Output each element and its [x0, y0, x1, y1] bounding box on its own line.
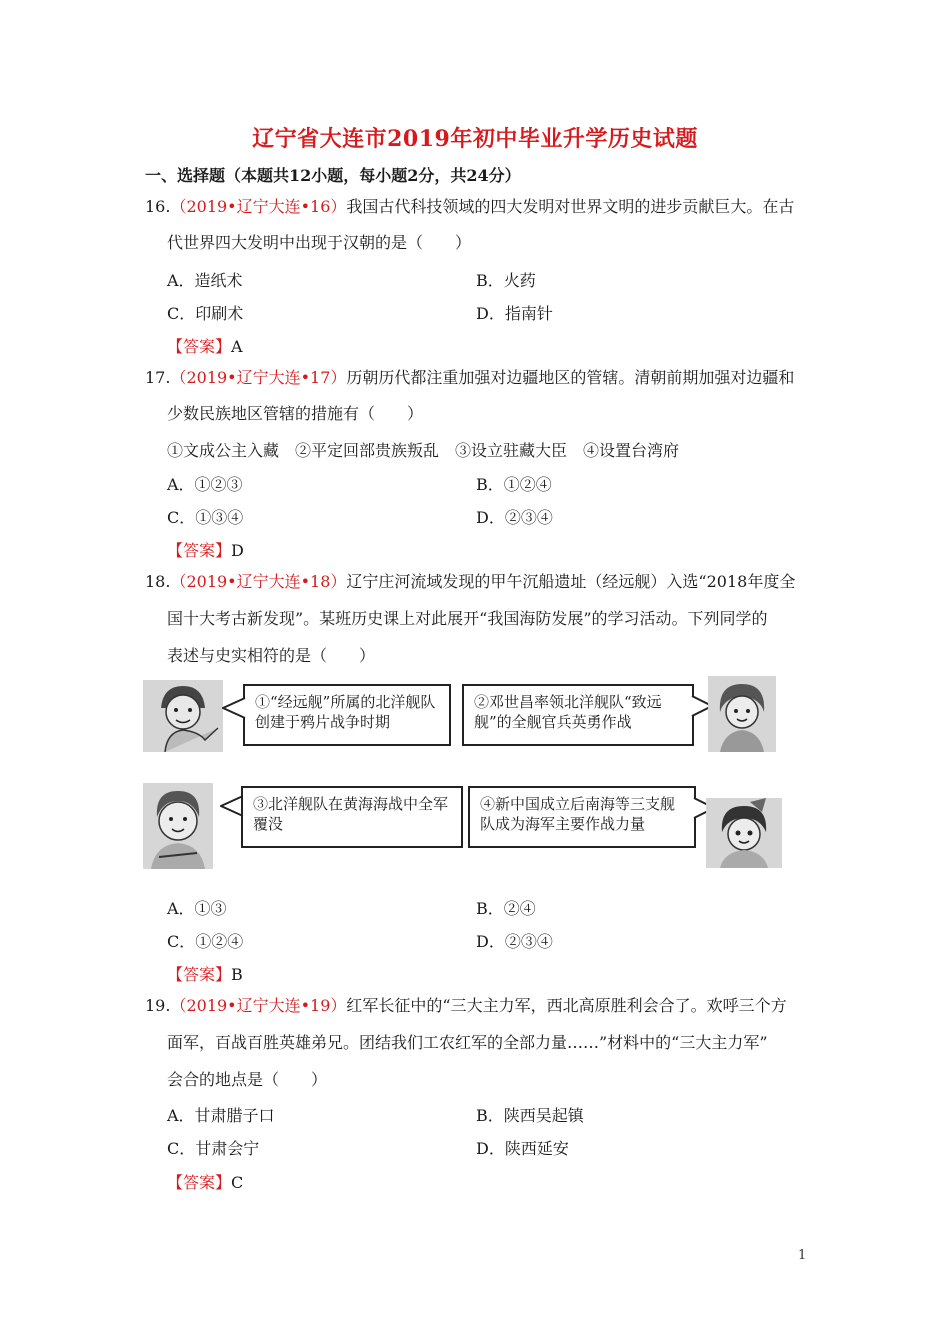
answer-value: B [231, 965, 243, 984]
page-title: 辽宁省大连市2019年初中毕业升学历史试题 [252, 126, 698, 152]
student-avatar-4-icon [706, 798, 782, 868]
answer-18 [167, 962, 243, 985]
option-d: D．②③④ [476, 932, 553, 951]
question-stem: 我国古代科技领域的四大发明对世界文明的进步贡献巨大。在古 [346, 197, 795, 216]
speech-bubble-1: ①“经远舰”所属的北洋舰队创建于鸦片战争时期 [243, 684, 451, 746]
option-a: A．造纸术 [167, 271, 243, 290]
question-stem: 红军长征中的“三大主力军，西北高原胜利会合了。欢呼三个方 [346, 996, 787, 1015]
student-avatar-3-icon [143, 783, 213, 869]
answer-19 [167, 1170, 243, 1193]
answer-label: 【答案】 [167, 1173, 232, 1192]
option-a: A．①③ [167, 899, 227, 918]
question-number: 19. [145, 996, 171, 1015]
option-a: A．甘肃腊子口 [167, 1106, 275, 1125]
question-source: （2019•辽宁大连•16） [170, 197, 347, 216]
question-19-line-1 [145, 996, 787, 1016]
option-c: C．印刷术 [167, 304, 244, 323]
student-avatar-2-icon [708, 676, 776, 752]
page-number: 1 [798, 1248, 807, 1263]
question-19-line-3: 会合的地点是（ ） [167, 1070, 328, 1089]
question-18-line-1 [145, 572, 795, 592]
speech-bubble-3: ③北洋舰队在黄海海战中全军覆没 [241, 786, 463, 848]
option-b: B．陕西吴起镇 [476, 1106, 584, 1125]
question-number: 17. [145, 368, 171, 387]
option-b: B．②④ [476, 899, 536, 918]
question-stem: 辽宁庄河流域发现的甲午沉船遗址（经远舰）入选“2018年度全 [346, 572, 796, 591]
question-18-line-2: 国十大考古新发现”。某班历史课上对此展开“我国海防发展”的学习活动。下列同学的 [167, 609, 768, 628]
option-d: D．②③④ [476, 508, 553, 527]
section-heading: 一、选择题（本题共12小题，每小题2分，共24分） [145, 166, 521, 185]
question-number: 16. [145, 197, 171, 216]
question-source: （2019•辽宁大连•18） [170, 572, 347, 591]
option-d: D．陕西延安 [476, 1139, 569, 1158]
answer-label: 【答案】 [167, 965, 232, 984]
answer-label: 【答案】 [167, 541, 232, 560]
question-17-line-1 [145, 368, 794, 388]
answer-16 [167, 334, 243, 357]
answer-value: A [231, 337, 243, 356]
question-16-line-1 [145, 197, 794, 217]
option-a: A．①②③ [167, 475, 243, 494]
answer-value: C [231, 1173, 244, 1192]
question-number: 18. [145, 572, 171, 591]
question-stem: 历朝历代都注重加强对边疆地区的管辖。清朝前期加强对边疆和 [346, 368, 795, 387]
question-17-items: ①文成公主入藏 ②平定回部贵族叛乱 ③设立驻藏大臣 ④设置台湾府 [167, 441, 680, 460]
option-c: C．甘肃会宁 [167, 1139, 260, 1158]
option-b: B．①②④ [476, 475, 552, 494]
option-b: B．火药 [476, 271, 536, 290]
option-c: C．①③④ [167, 508, 244, 527]
question-19-line-2: 面军，百战百胜英雄弟兄。团结我们工农红军的全部力量……”材料中的“三大主力军” [167, 1033, 768, 1052]
question-source: （2019•辽宁大连•19） [170, 996, 347, 1015]
bubble-1-pointer-icon [222, 696, 246, 720]
answer-label: 【答案】 [167, 337, 232, 356]
question-17-line-2: 少数民族地区管辖的措施有（ ） [167, 404, 424, 423]
question-source: （2019•辽宁大连•17） [170, 368, 347, 387]
question-16-line-2: 代世界四大发明中出现于汉朝的是（ ） [167, 233, 472, 252]
speech-bubble-2: ②邓世昌率领北洋舰队“致远舰”的全舰官兵英勇作战 [462, 684, 694, 746]
option-d: D．指南针 [476, 304, 553, 323]
question-18-line-3: 表述与史实相符的是（ ） [167, 646, 376, 665]
answer-value: D [231, 541, 244, 560]
option-c: C．①②④ [167, 932, 244, 951]
student-avatar-1-icon [143, 680, 223, 752]
speech-bubble-4: ④新中国成立后南海等三支舰队成为海军主要作战力量 [468, 786, 696, 848]
answer-17 [167, 538, 244, 561]
